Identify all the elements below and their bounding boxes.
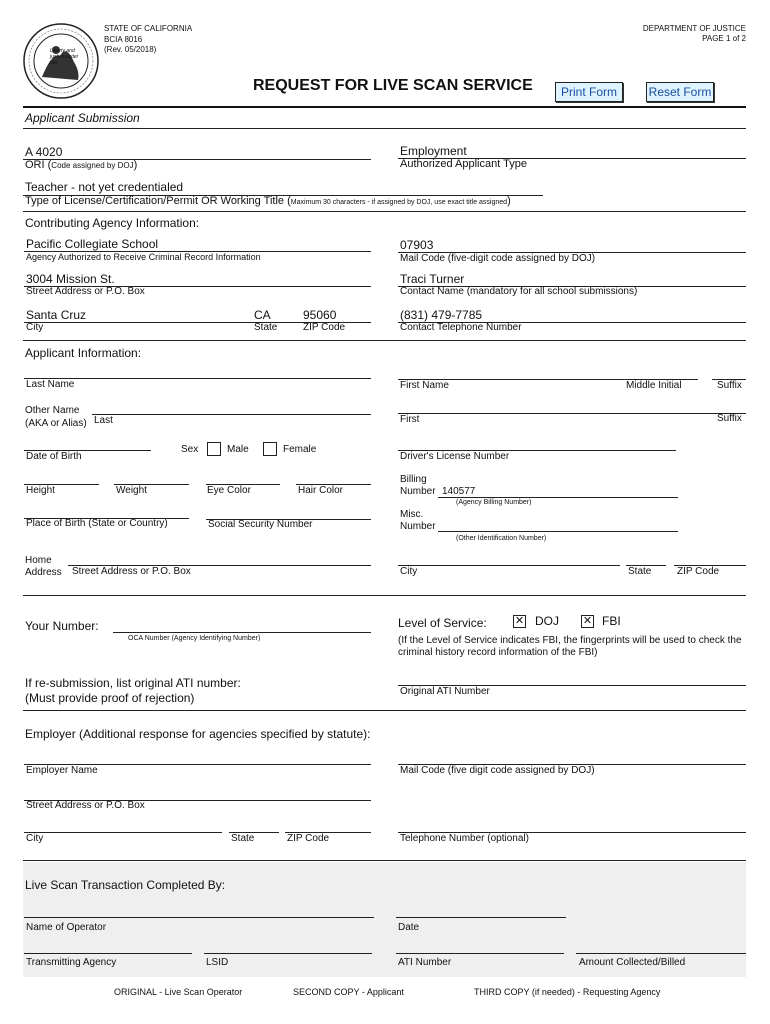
print-form-button[interactable]: Print Form xyxy=(555,82,623,102)
contact-name-label: Contact Name (mandatory for all school submissions) xyxy=(400,286,638,297)
misc-line xyxy=(438,531,678,532)
agency-zip-label: ZIP Code xyxy=(303,322,346,333)
home-zip-label: ZIP Code xyxy=(677,566,720,577)
page-number: PAGE 1 of 2 xyxy=(702,34,746,43)
place-of-birth-label: Place of Birth (State or Country) xyxy=(26,518,168,529)
contact-name-value[interactable]: Traci Turner xyxy=(400,272,465,286)
department-label: DEPARTMENT OF JUSTICE xyxy=(642,24,746,33)
resubmission-label: If re-submission, list original ATI number: xyxy=(25,676,241,690)
doj-checkbox[interactable]: ✕ xyxy=(514,615,525,627)
lsid-line xyxy=(204,953,372,954)
ati-number-label: ATI Number xyxy=(398,957,452,968)
agency-street-value[interactable]: 3004 Mission St. xyxy=(26,272,115,286)
fbi-checkbox[interactable]: ✕ xyxy=(582,615,593,627)
applicant-type-value[interactable]: Employment xyxy=(400,144,467,158)
transmitting-agency-label: Transmitting Agency xyxy=(26,957,117,968)
other-suffix-label: Suffix xyxy=(717,413,742,424)
agency-state-label: State xyxy=(254,322,278,333)
footer-third-copy: THIRD COPY (if needed) - Requesting Agency xyxy=(474,987,661,997)
misc-number-label: Number xyxy=(400,521,436,532)
section-divider xyxy=(23,595,746,596)
agency-street-label: Street Address or P.O. Box xyxy=(26,286,145,297)
dob-label: Date of Birth xyxy=(26,451,82,462)
oca-line xyxy=(113,632,371,633)
employer-city-line xyxy=(24,832,222,833)
header-divider xyxy=(23,106,746,108)
mail-code-value[interactable]: 07903 xyxy=(400,238,434,252)
amount-line xyxy=(576,953,746,954)
male-label: Male xyxy=(227,444,249,455)
agency-state-value[interactable]: CA xyxy=(254,308,271,322)
lsid-label: LSID xyxy=(206,957,229,968)
other-first-line xyxy=(398,413,746,414)
male-checkbox[interactable] xyxy=(207,442,221,456)
eye-color-label: Eye Color xyxy=(207,485,251,496)
contributing-agency-heading: Contributing Agency Information: xyxy=(25,216,200,230)
home-city-label: City xyxy=(400,566,418,577)
employer-name-label: Employer Name xyxy=(26,765,98,776)
footer-original-copy: ORIGINAL - Live Scan Operator xyxy=(114,987,243,997)
operator-label: Name of Operator xyxy=(26,922,107,933)
billing-number-label: Number xyxy=(400,486,436,497)
agency-city-value[interactable]: Santa Cruz xyxy=(26,308,87,322)
billing-label: Billing xyxy=(400,474,427,485)
applicant-submission-heading: Applicant Submission xyxy=(25,111,140,125)
form-title: REQUEST FOR LIVE SCAN SERVICE xyxy=(253,77,533,94)
other-last-line xyxy=(92,414,371,415)
weight-label: Weight xyxy=(116,485,147,496)
fbi-note-line-1: (If the Level of Service indicates FBI, the fingerprints will be used to check the xyxy=(398,635,742,646)
reset-form-button[interactable]: Reset Form xyxy=(646,82,714,102)
contact-phone-label: Contact Telephone Number xyxy=(400,322,522,333)
ssn-label: Social Security Number xyxy=(208,519,313,530)
home-state-label: State xyxy=(628,566,652,577)
sex-label: Sex xyxy=(181,444,199,455)
amount-label: Amount Collected/Billed xyxy=(579,957,686,968)
applicant-type-label: Authorized Applicant Type xyxy=(400,158,527,170)
your-number-label: Your Number: xyxy=(25,619,99,633)
revision-date: (Rev. 05/2018) xyxy=(104,45,157,54)
agency-zip-value[interactable]: 95060 xyxy=(303,308,337,322)
section-divider xyxy=(23,710,746,711)
form-code: BCIA 8016 xyxy=(104,35,143,44)
section-divider xyxy=(23,340,746,341)
billing-note: (Agency Billing Number) xyxy=(456,499,532,506)
suffix-label: Suffix xyxy=(717,380,742,391)
ati-number-line xyxy=(396,953,564,954)
last-name-line xyxy=(24,378,371,379)
employer-heading: Employer (Additional response for agencies specified by statute): xyxy=(25,727,371,741)
date-label: Date xyxy=(398,922,420,933)
agency-name-value[interactable]: Pacific Collegiate School xyxy=(26,237,159,251)
employer-street-label: Street Address or P.O. Box xyxy=(26,800,145,811)
misc-label: Misc. xyxy=(400,509,424,520)
date-line xyxy=(396,917,566,918)
other-last-label: Last xyxy=(94,415,113,426)
employer-zip-label: ZIP Code xyxy=(287,833,330,844)
drivers-license-label: Driver's License Number xyxy=(400,451,510,462)
proof-of-rejection-label: (Must provide proof of rejection) xyxy=(25,691,195,705)
doj-label: DOJ xyxy=(535,614,559,628)
ori-label: ORI (Code assigned by DOJ) xyxy=(25,159,138,171)
employer-city-label: City xyxy=(26,833,44,844)
contact-phone-value[interactable]: (831) 479-7785 xyxy=(400,308,483,322)
working-title-note: Maximum 30 characters - if assigned by DOJ, use exact title assigned xyxy=(290,199,508,206)
height-label: Height xyxy=(26,485,55,496)
home-city-line xyxy=(398,565,620,566)
other-first-label: First xyxy=(400,414,420,425)
operator-line xyxy=(24,917,374,918)
level-of-service-label: Level of Service: xyxy=(398,616,487,630)
agency-name-label: Agency Authorized to Receive Criminal Record Information xyxy=(26,252,261,262)
female-label: Female xyxy=(283,444,317,455)
live-scan-heading: Live Scan Transaction Completed By: xyxy=(25,878,226,892)
first-name-label: First Name xyxy=(400,380,449,391)
address-label: Address xyxy=(25,567,62,578)
transmitting-agency-line xyxy=(24,953,192,954)
female-checkbox[interactable] xyxy=(263,442,277,456)
ori-value[interactable]: A 4020 xyxy=(25,145,63,159)
section-divider xyxy=(23,128,746,129)
misc-note: (Other Identification Number) xyxy=(456,535,547,542)
other-name-label: Other Name xyxy=(25,405,80,416)
employer-mailcode-label: Mail Code (five digit code assigned by DOJ) xyxy=(400,765,595,776)
applicant-info-heading: Applicant Information: xyxy=(25,346,142,360)
oca-note: OCA Number (Agency Identifying Number) xyxy=(128,635,261,642)
fbi-label: FBI xyxy=(602,614,621,628)
original-ati-label: Original ATI Number xyxy=(400,686,490,697)
billing-line xyxy=(438,497,678,498)
employer-phone-label: Telephone Number (optional) xyxy=(400,833,529,844)
fbi-note-line-2: criminal history record information of the FBI) xyxy=(398,647,598,658)
hair-color-label: Hair Color xyxy=(298,485,344,496)
working-title-value[interactable]: Teacher - not yet credentialed xyxy=(25,180,184,194)
seal-motto: Liberty and justice under law xyxy=(50,48,79,66)
employer-state-label: State xyxy=(231,833,255,844)
section-divider xyxy=(23,211,746,212)
last-name-label: Last Name xyxy=(26,379,75,390)
home-label: Home xyxy=(25,555,52,566)
section-divider xyxy=(23,860,746,861)
agency-city-label: City xyxy=(26,322,44,333)
aka-label: (AKA or Alias) xyxy=(25,418,87,429)
ori-note: Code assigned by DOJ xyxy=(51,161,134,170)
middle-initial-label: Middle Initial xyxy=(626,380,682,391)
home-street-label: Street Address or P.O. Box xyxy=(72,566,191,577)
working-title-label: Type of License/Certification/Permit OR Working Title (Maximum 30 characters - if assigned by DOJ, use exact title assigned) xyxy=(25,195,511,207)
footer-second-copy: SECOND COPY - Applicant xyxy=(293,987,404,997)
state-label: STATE OF CALIFORNIA xyxy=(104,24,193,33)
billing-number-value[interactable]: 140577 xyxy=(442,486,476,497)
mail-code-label: Mail Code (five-digit code assigned by DOJ) xyxy=(400,253,596,264)
